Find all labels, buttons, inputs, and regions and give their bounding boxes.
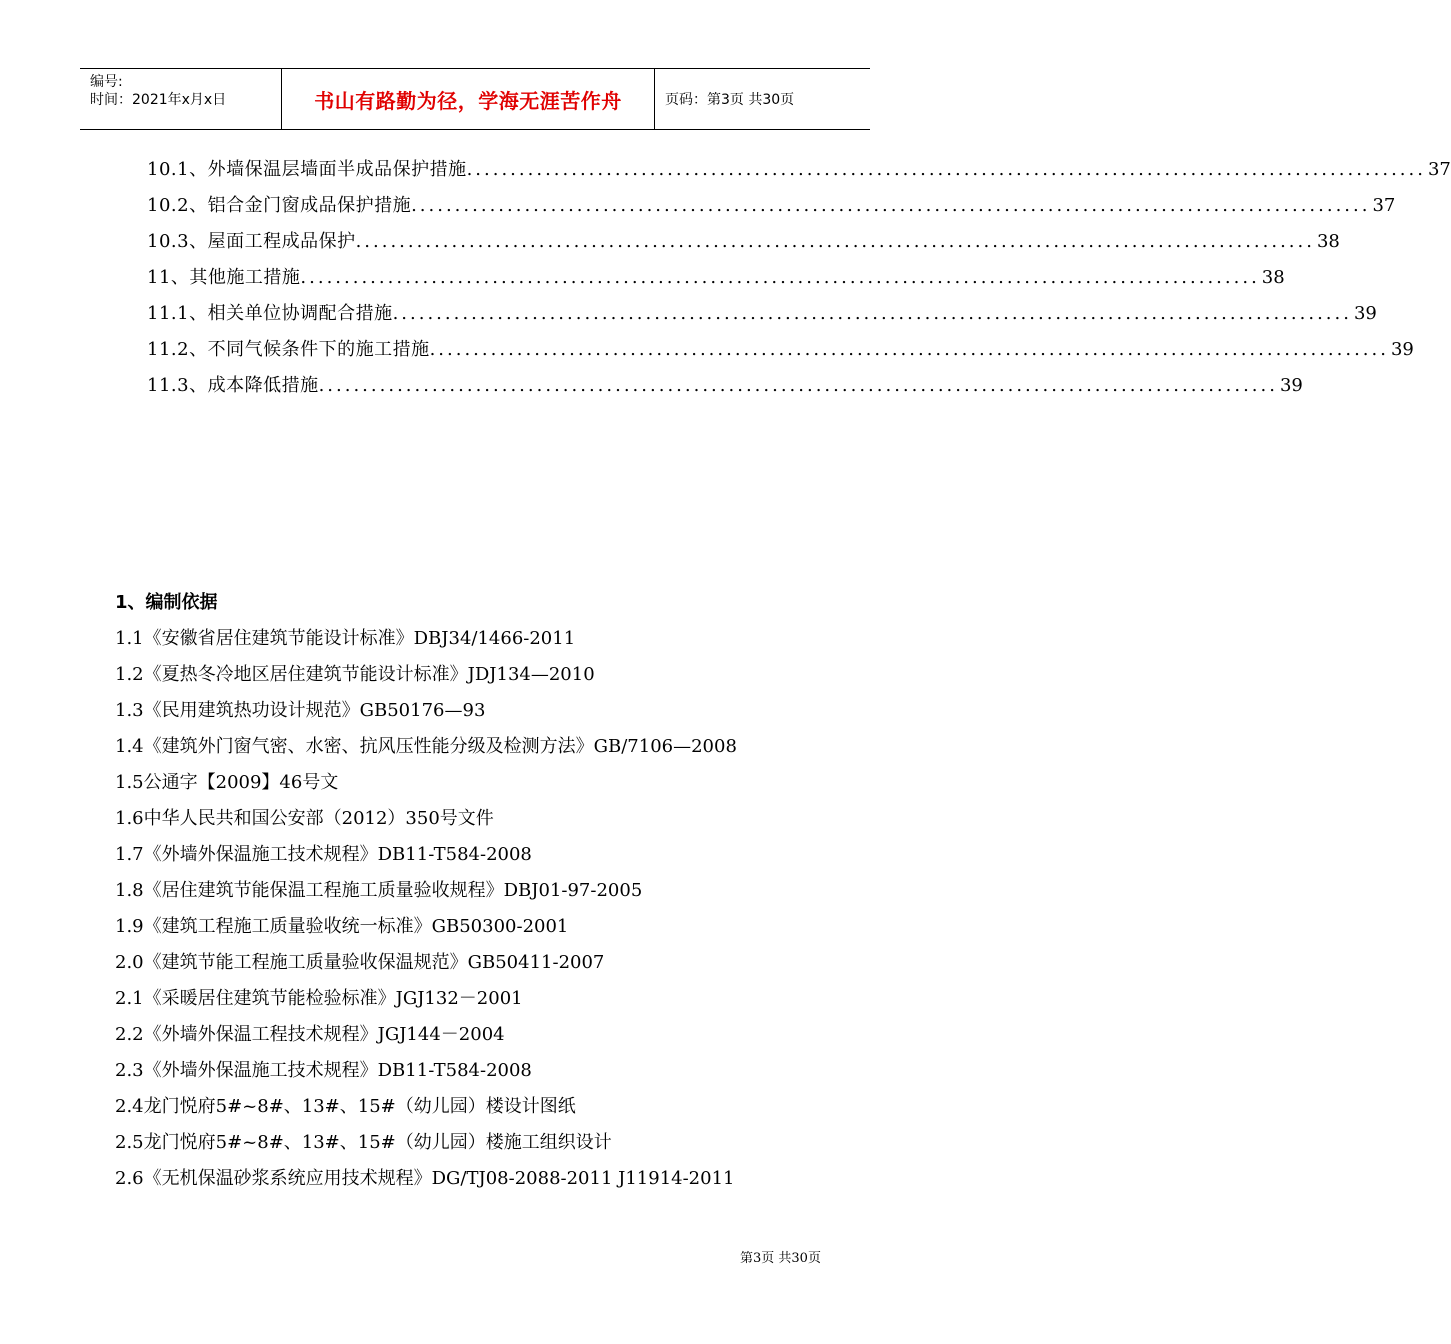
toc-leader-dots: .............................................................................................................. xyxy=(318,375,1278,396)
reference-item: 1.2《夏热冬冷地区居住建筑节能设计标准》JDJ134—2010 xyxy=(115,664,595,685)
toc-entry-title: 10.3、屋面工程成品保护 xyxy=(147,231,356,252)
header-meta xyxy=(80,69,282,129)
toc-leader-dots: .............................................................................................................. xyxy=(411,195,1371,216)
basis-section xyxy=(115,585,855,1197)
reference-item: 1.7《外墙外保温施工技术规程》DB11-T584-2008 xyxy=(115,844,532,865)
document-date: 时间：2021年x月x日 xyxy=(90,92,227,108)
toc-entry[interactable] xyxy=(147,332,1414,368)
reference-item: 2.6《无机保温砂浆系统应用技术规程》DG/TJ08-2088-2011 J11914-2011 xyxy=(115,1168,735,1189)
toc-entry-page: 37 xyxy=(1372,195,1396,216)
reference-item: 1.5公通字【2009】46号文 xyxy=(115,772,339,793)
header-motto xyxy=(282,69,655,129)
section-heading: 1、编制依据 xyxy=(115,592,218,613)
toc-entry-title: 10.2、铝合金门窗成品保护措施 xyxy=(147,195,412,216)
toc-leader-dots: .............................................................................................................. xyxy=(466,159,1426,180)
toc-entry[interactable] xyxy=(147,188,1396,224)
toc-entry-page: 37 xyxy=(1427,159,1451,180)
toc-entry-page: 38 xyxy=(1316,231,1340,252)
header-page-code xyxy=(655,69,870,129)
toc-entry[interactable] xyxy=(147,152,1451,188)
toc-entry-title: 11、其他施工措施 xyxy=(147,267,301,288)
motto-text: 书山有路勤为径，学海无涯苦作舟 xyxy=(314,88,622,113)
reference-item: 1.6中华人民共和国公安部（2012）350号文件 xyxy=(115,808,494,829)
toc-entry-title: 11.3、成本降低措施 xyxy=(147,375,319,396)
toc-entry[interactable] xyxy=(147,368,1303,404)
toc-leader-dots: .............................................................................................................. xyxy=(429,339,1389,360)
toc-entry-page: 38 xyxy=(1261,267,1285,288)
toc-entry[interactable] xyxy=(147,296,1377,332)
reference-item: 2.0《建筑节能工程施工质量验收保温规范》GB50411-2007 xyxy=(115,952,605,973)
toc-entry-page: 39 xyxy=(1279,375,1303,396)
reference-item: 2.5龙门悦府5#~8#、13#、15#（幼儿园）楼施工组织设计 xyxy=(115,1132,612,1153)
toc-leader-dots: .............................................................................................................. xyxy=(300,267,1260,288)
page-footer xyxy=(740,1247,821,1266)
document-number-label: 编号: xyxy=(90,74,123,90)
page-header xyxy=(80,68,870,130)
toc-entry-page: 39 xyxy=(1353,303,1377,324)
reference-item: 2.1《采暖居住建筑节能检验标准》JGJ132－2001 xyxy=(115,988,523,1009)
toc-entry[interactable] xyxy=(147,224,1340,260)
toc-leader-dots: .............................................................................................................. xyxy=(392,303,1352,324)
reference-item: 2.3《外墙外保温施工技术规程》DB11-T584-2008 xyxy=(115,1060,532,1081)
reference-item: 2.4龙门悦府5#~8#、13#、15#（幼儿园）楼设计图纸 xyxy=(115,1096,576,1117)
toc-entry-title: 11.2、不同气候条件下的施工措施 xyxy=(147,339,430,360)
reference-item: 2.2《外墙外保温工程技术规程》JGJ144－2004 xyxy=(115,1024,505,1045)
footer-page-number: 第3页 共30页 xyxy=(740,1251,821,1266)
table-of-contents xyxy=(147,152,1451,404)
toc-entry-title: 10.1、外墙保温层墙面半成品保护措施 xyxy=(147,159,467,180)
toc-entry-title: 11.1、相关单位协调配合措施 xyxy=(147,303,393,324)
reference-item: 1.8《居住建筑节能保温工程施工质量验收规程》DBJ01-97-2005 xyxy=(115,880,643,901)
toc-entry-page: 39 xyxy=(1390,339,1414,360)
toc-leader-dots: .............................................................................................................. xyxy=(355,231,1315,252)
reference-item: 1.9《建筑工程施工质量验收统一标准》GB50300-2001 xyxy=(115,916,569,937)
reference-item: 1.3《民用建筑热功设计规范》GB50176—93 xyxy=(115,700,486,721)
toc-entry[interactable] xyxy=(147,260,1285,296)
reference-item: 1.4《建筑外门窗气密、水密、抗风压性能分级及检测方法》GB/7106—2008 xyxy=(115,736,737,757)
page-code-text: 页码：第3页 共30页 xyxy=(665,92,795,108)
reference-item: 1.1《安徽省居住建筑节能设计标准》DBJ34/1466-2011 xyxy=(115,628,576,649)
